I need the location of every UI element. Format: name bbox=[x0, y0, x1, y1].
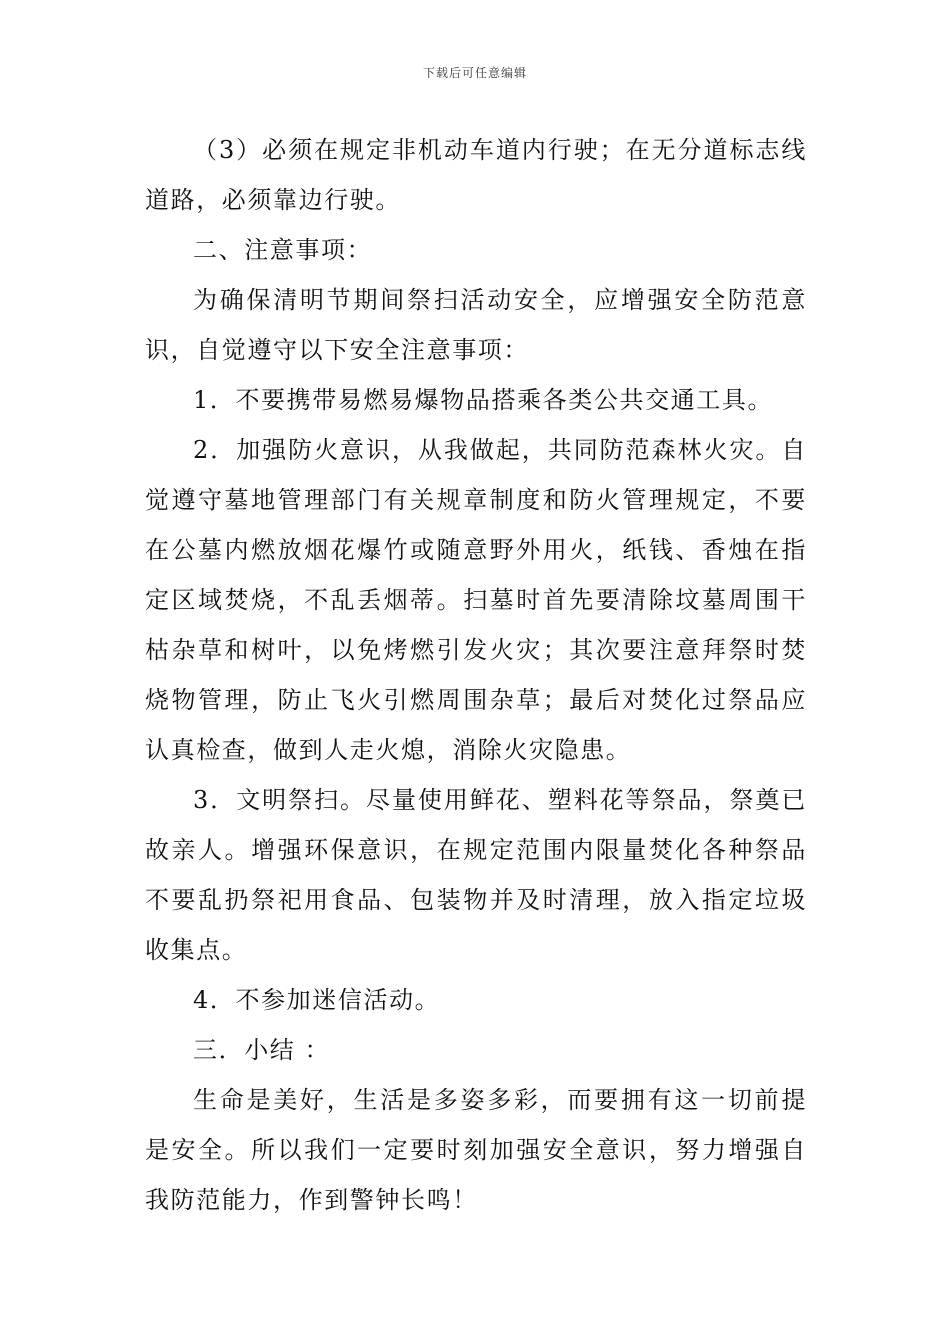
paragraph-item-3: 3．文明祭扫。尽量使用鲜花、塑料花等祭品，祭奠已故亲人。增强环保意识，在规定范围内限量焚化各种祭品不要乱扔祭祀用食品、包装物并及时清理，放入指定垃圾收集点。 bbox=[145, 786, 807, 964]
paragraph-item-1: 1．不要携带易燃易爆物品搭乘各类公共交通工具。 bbox=[193, 386, 774, 414]
paragraph-summary: 生命是美好，生活是多姿多彩，而要拥有这一切前提是安全。所以我们一定要时刻加强安全意识，努力增强自我防范能力，作到警钟长鸣！ bbox=[145, 1086, 807, 1214]
paragraph-notes-intro: 为确保清明节期间祭扫活动安全，应增强安全防范意识，自觉遵守以下安全注意事项： bbox=[145, 286, 807, 364]
paragraph-item-2: 2．加强防火意识，从我做起，共同防范森林火灾。自觉遵守墓地管理部门有关规章制度和防火管理规定，不要在公墓内燃放烟花爆竹或随意野外用火，纸钱、香烛在指定区域焚烧，不乱丢烟蒂。扫墓时首先要清除坟墓周围干枯杂草和树叶，以免烤燃引发火灾；其次要注意拜祭时焚烧物管理，防止飞火引燃周围杂草；最后对焚化过祭品应认真检查，做到人走火熄，消除火灾隐患。 bbox=[145, 436, 807, 764]
paragraph-rule-3: （3）必须在规定非机动车道内行驶；在无分道标志线道路，必须靠边行驶。 bbox=[145, 136, 807, 214]
section-heading-summary: 三．小结 ： bbox=[193, 1036, 331, 1064]
paragraph-item-4: 4．不参加迷信活动。 bbox=[193, 986, 441, 1014]
section-heading-notes: 二、注意事项： bbox=[193, 236, 373, 264]
document-body bbox=[145, 125, 807, 1225]
header-note: 下载后可任意编辑 bbox=[422, 66, 527, 80]
